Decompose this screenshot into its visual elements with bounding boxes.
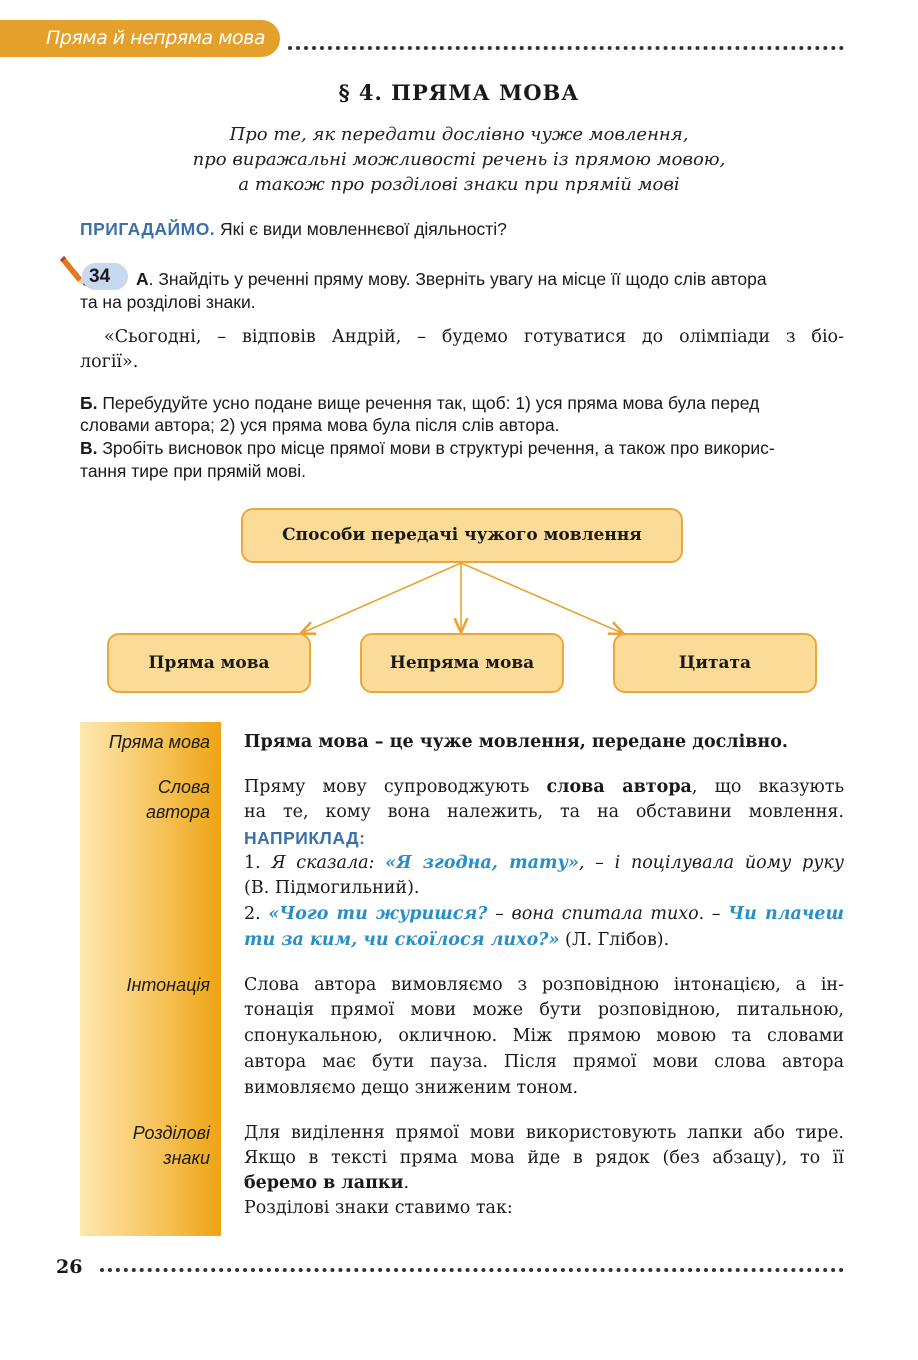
punctuation-line-1: Для виділення прямої мови використовують лапки або тире. [244, 1123, 844, 1143]
author-line-2: на те, кому вона належить, та на обставини мовлення. [244, 802, 844, 822]
label-punctuation-1: Розділові [132, 1123, 210, 1143]
exercise-number-badge: 34 [82, 263, 128, 290]
author-p1-rest-1: , що вказують [691, 777, 844, 797]
diagram-box-direct: Пряма мова [107, 633, 311, 693]
example-1-a: Я сказала: [271, 853, 386, 873]
label-intonation: Інтонація [126, 975, 210, 995]
exercise-a-label: А [136, 269, 149, 289]
exercise-c-text-1: Зробіть висновок про місце прямої мови в структурі речення, а також про викорис- [97, 438, 775, 458]
author-p1: Пряму мову супроводжують [244, 777, 547, 797]
intonation-line-1: Слова автора вимовляємо з розповідною інтонацією, а ін- [244, 975, 844, 995]
example-1-quote: «Я згодна, тату» [385, 853, 579, 873]
recall-label: ПРИГАДАЙМО. [80, 219, 216, 239]
punctuation-line-2: Якщо в тексті пряма мова йде в рядок (без абзацу), то її [244, 1148, 844, 1168]
label-author-words-1: Слова [157, 777, 210, 797]
example-1-num: 1. [244, 853, 272, 873]
exercise-b-label: Б. [80, 393, 98, 413]
example-2-quote-2a: Чи плачеш [728, 904, 845, 924]
page-number: 26 [56, 1256, 83, 1278]
diagram-box-indirect: Непряма мова [360, 633, 564, 693]
exercise-a-text-2: та на розділові знаки. [80, 292, 256, 312]
label-punctuation-2: знаки [163, 1148, 210, 1168]
intonation-line-2: тонація прямої мови може бути розповідною, питальною, [244, 1000, 844, 1020]
example-2-quote-1: «Чого ти журишся? [268, 904, 488, 924]
example-2-source: (Л. Глібов). [559, 930, 670, 950]
diagram-box-quote: Цитата [613, 633, 817, 693]
quote-line-1: «Сьогодні, – відповів Андрій, – будемо готуватися до олімпіади з біо- [104, 327, 844, 347]
exercise-b-text-2: словами автора; 2) уся пряма мова була після слів автора. [80, 415, 560, 435]
example-2-line-1 [244, 902, 844, 928]
subtitle-line-1: Про те, як передати дослівно чуже мовлення, [229, 124, 689, 145]
arrow-to-quote [461, 563, 622, 633]
example-2-mid: – вона спитала тихо. – [487, 904, 729, 924]
exercise-c-text-2: тання тире при прямій мові. [80, 461, 307, 481]
example-label: НАПРИКЛАД: [244, 828, 366, 848]
punctuation-bold: беремо в лапки [244, 1173, 404, 1193]
section-title: § 4. ПРЯМА МОВА [338, 80, 580, 105]
label-author-words-2: автора [145, 802, 210, 822]
author-p1-bold: слова автора [546, 777, 692, 797]
example-2-num: 2. [244, 904, 269, 924]
example-2-quote-2b: ти за ким, чи скоїлося лихо?» [244, 930, 560, 950]
footer-dotted-rule [100, 1268, 844, 1272]
example-1-b: , – і поцілувала йому руку [578, 853, 844, 873]
chapter-tab: Пряма й непряма мова [0, 20, 280, 57]
intonation-line-5: вимовляємо дещо зниженим тоном. [244, 1078, 579, 1098]
subtitle-line-3: а також про розділові знаки при прямій мові [238, 174, 680, 195]
example-2-line-2 [244, 928, 844, 954]
arrow-to-direct [302, 563, 461, 633]
exercise-a-text-1: . Знайдіть у реченні пряму мову. Зверніть увагу на місце її щодо слів автора [148, 269, 767, 289]
exercise-c-label: В. [80, 438, 98, 458]
recall-text: Які є види мовленнєвої діяльності? [215, 219, 507, 239]
author-line-1 [244, 775, 844, 801]
subtitle-line-2: про виражальні можливості речень із прямою мовою, [192, 149, 726, 170]
punctuation-line-4: Розділові знаки ставимо так: [244, 1198, 513, 1218]
exercise-b-text-1: Перебудуйте усно подане вище речення так, щоб: 1) уся пряма мова була перед [97, 393, 760, 413]
definition-direct-speech: Пряма мова – це чуже мовлення, передане дослівно. [244, 732, 788, 752]
example-1-source: (В. Підмогильний). [244, 878, 420, 898]
quote-line-2: логії». [80, 352, 139, 372]
intonation-line-3: спонукальною, окличною. Між прямою мовою та словами [244, 1026, 844, 1046]
punctuation-line-3-rest: . [403, 1173, 410, 1193]
diagram-root-box: Способи передачі чужого мовлення [241, 508, 683, 563]
punctuation-line-3 [244, 1171, 844, 1197]
intonation-line-4: автора має бути пауза. Після прямої мови слова автора [244, 1052, 844, 1072]
example-1-line-1 [244, 851, 844, 877]
label-direct-speech: Пряма мова [108, 732, 210, 752]
